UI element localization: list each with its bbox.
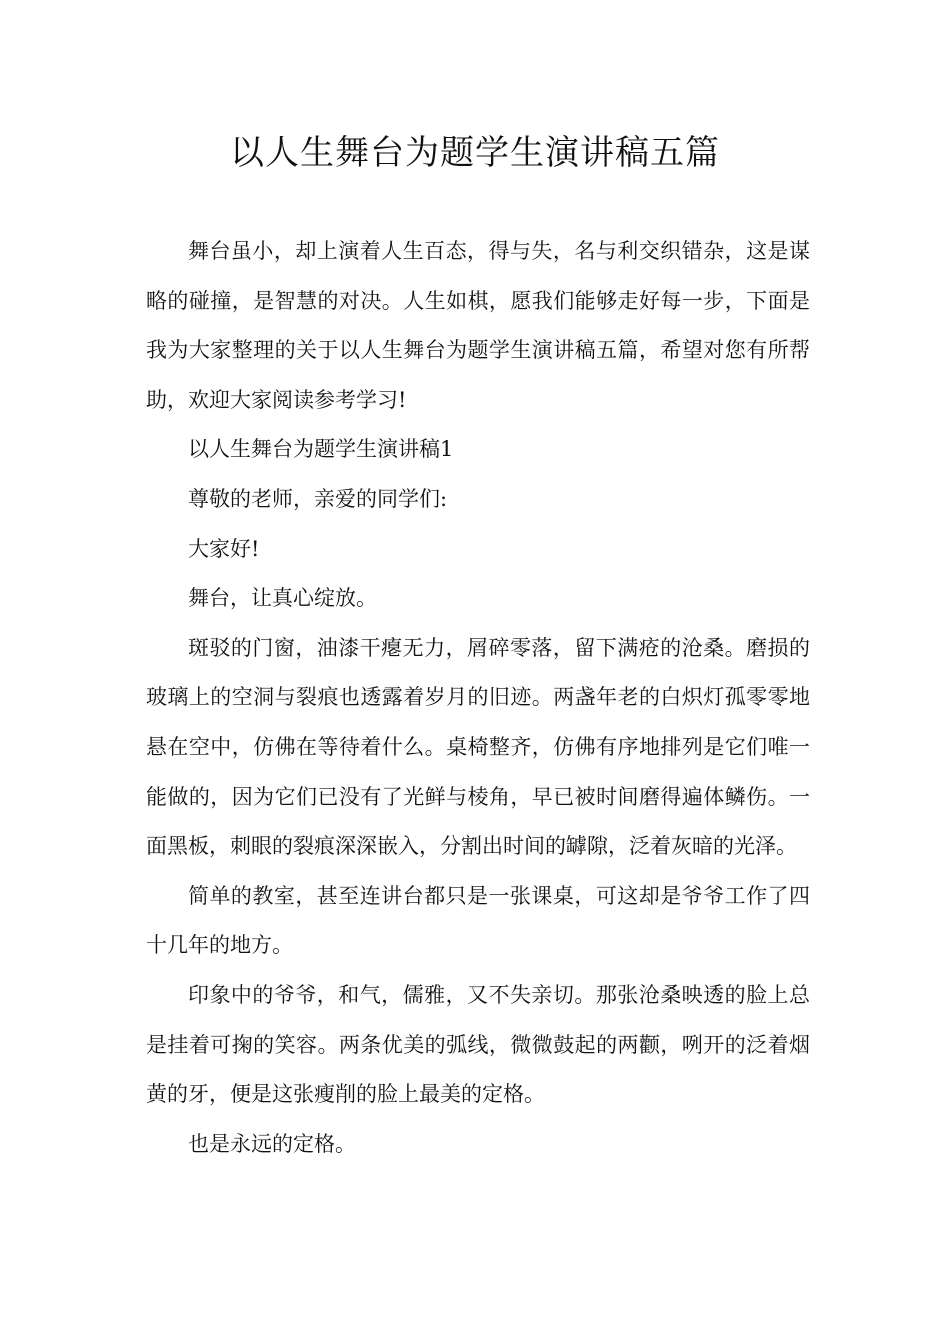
classroom-description-paragraph: 斑驳的门窗，油漆干瘪无力，屑碎零落，留下满疮的沧桑。磨损的玻璃上的空洞与裂痕也透露着岁月的旧迹。两盏年老的白炽灯孤零零地悬在空中，仿佛在等待着什么。桌椅整齐，仿佛有序地排列是它们唯一能做的，因为它们已没有了光鲜与棱角，早已被时间磨得遍体鳞伤。一面黑板，刺眼的裂痕深深嵌入，分割出时间的罅隙，泛着灰暗的光泽。 [146, 635, 810, 859]
greeting-paragraph: 大家好! [188, 536, 260, 561]
intro-paragraph: 舞台虽小，却上演着人生百态，得与失，名与利交织错杂，这是谋略的碰撞，是智慧的对决。人生如棋，愿我们能够走好每一步，下面是我为大家整理的关于以人生舞台为题学生演讲稿五篇，希望对您有所帮助，欢迎大家阅读参考学习! [146, 239, 810, 412]
document-title: 以人生舞台为题学生演讲稿五篇 [230, 133, 720, 173]
closing-paragraph: 也是永远的定格。 [188, 1131, 356, 1156]
speech-heading: 以人生舞台为题学生演讲稿1 [188, 437, 454, 462]
grandfather-paragraph: 印象中的爷爷，和气，儒雅，又不失亲切。那张沧桑映透的脸上总是挂着可掬的笑容。两条优美的弧线，微微鼓起的两颧，咧开的泛着烟黄的牙，便是这张瘦削的脸上最美的定格。 [146, 982, 810, 1107]
classroom-summary-paragraph: 简单的教室，甚至连讲台都只是一张课桌，可这却是爷爷工作了四十几年的地方。 [146, 883, 810, 958]
theme-paragraph: 舞台，让真心绽放。 [188, 586, 377, 611]
salutation-paragraph: 尊敬的老师，亲爱的同学们: [188, 486, 448, 511]
document-body [146, 227, 810, 1169]
